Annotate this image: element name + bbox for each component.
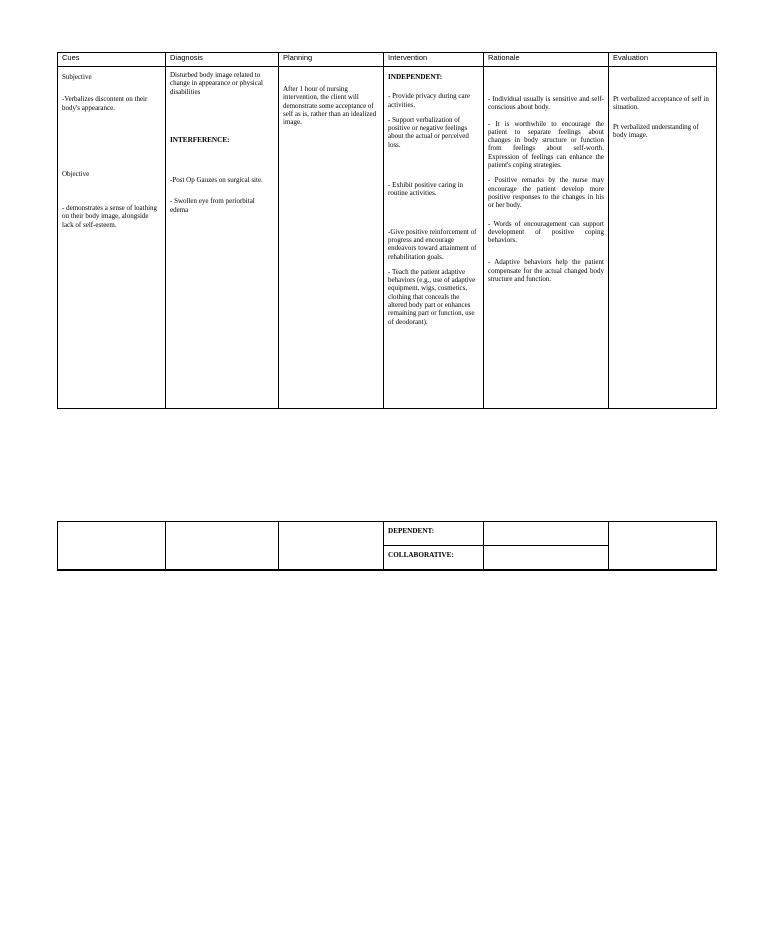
cues-subjective-label: Subjective (62, 73, 92, 81)
intervention-item-1: - Provide privacy during care activities. (388, 92, 471, 109)
evaluation-item-2: Pt verbalized understanding of body image. (613, 122, 699, 139)
continuation-evaluation-cell (609, 522, 717, 571)
care-plan-table (57, 52, 717, 409)
header-row (58, 53, 717, 67)
continuation-rationale-cell-top (484, 522, 609, 546)
collaborative-label: COLLABORATIVE: (388, 551, 454, 559)
rationale-cell (484, 67, 609, 409)
rationale-item-5: - Adaptive behaviors help the patient compensate for the actual changed body structure and function. (488, 258, 604, 284)
diagnosis-item-1: -Post Op Gauzes on surgical site. (170, 176, 263, 185)
continuation-diagnosis-cell (166, 522, 279, 571)
intervention-item-2: - Support verbalization of positive or negative feelings about the actual or perceived loss. (388, 115, 469, 149)
cues-objective-label: Objective (62, 169, 90, 178)
continuation-row-dependent (58, 522, 717, 546)
rationale-item-2: - It is worthwhile to encourage the patient to separate feelings about changes in body structure or function from feelings about self-worth. Expression of feelings can enhance the patient's coping strategies. (488, 119, 604, 170)
intervention-item-5: - Teach the patient adaptive behaviors (e.g., use of adaptive equipment, wigs, cosmetics, clothing that conceals the altered body part or enhances remaining part or function, use of deodorant). (388, 267, 476, 326)
column-header-planning: Planning (279, 53, 384, 67)
continuation-dependent-cell (384, 522, 484, 546)
column-header-evaluation: Evaluation (609, 53, 717, 67)
intervention-cell (384, 67, 484, 409)
rationale-item-4: - Words of encouragement can support development of positive coping behaviors. (488, 219, 604, 245)
cues-objective-item: - demonstrates a sense of loathing on their body image, alongside lack of self-esteem. (62, 204, 158, 229)
cues-subjective-item: -Verbalizes discontent on their body's appearance. (62, 95, 148, 112)
column-header-intervention: Intervention (384, 53, 484, 67)
diagnosis-statement: Disturbed body image related to change in appearance or physical disabilities (170, 71, 263, 96)
continuation-planning-cell (279, 522, 384, 571)
intervention-independent-label: INDEPENDENT: (388, 73, 443, 81)
cues-cell (58, 67, 166, 409)
evaluation-item-1: Pt verbalized acceptance of self in situation. (613, 95, 709, 112)
care-plan-continuation-table (57, 521, 717, 571)
evaluation-cell (609, 67, 717, 409)
dependent-label: DEPENDENT: (388, 527, 435, 535)
column-header-rationale: Rationale (484, 53, 609, 67)
continuation-collaborative-cell (384, 546, 484, 571)
planning-statement: After 1 hour of nursing intervention, the client will demonstrate some acceptance of self as is, rather than an idealized image. (283, 85, 377, 127)
body-row (58, 67, 717, 409)
column-header-diagnosis: Diagnosis (166, 53, 279, 67)
diagnosis-cell (166, 67, 279, 409)
continuation-cues-cell (58, 522, 166, 571)
diagnosis-interference-label: INTERFERENCE: (170, 135, 230, 144)
column-header-cues: Cues (58, 53, 166, 67)
intervention-item-3: - Exhibit positive caring in routine activities. (388, 181, 464, 198)
continuation-rationale-cell-bottom (484, 546, 609, 571)
rationale-item-3: - Positive remarks by the nurse may encourage the patient develop more positive responses to the changes in his or her body. (488, 176, 604, 210)
diagnosis-item-2: - Swollen eye from periorbital edema (170, 197, 255, 214)
intervention-item-4: -Give positive reinforcement of progress and encourage endeavors toward attainment of rehabilitation goals. (388, 227, 477, 261)
planning-cell (279, 67, 384, 409)
rationale-item-1: - Individual usually is sensitive and self-conscious about body. (488, 95, 604, 112)
